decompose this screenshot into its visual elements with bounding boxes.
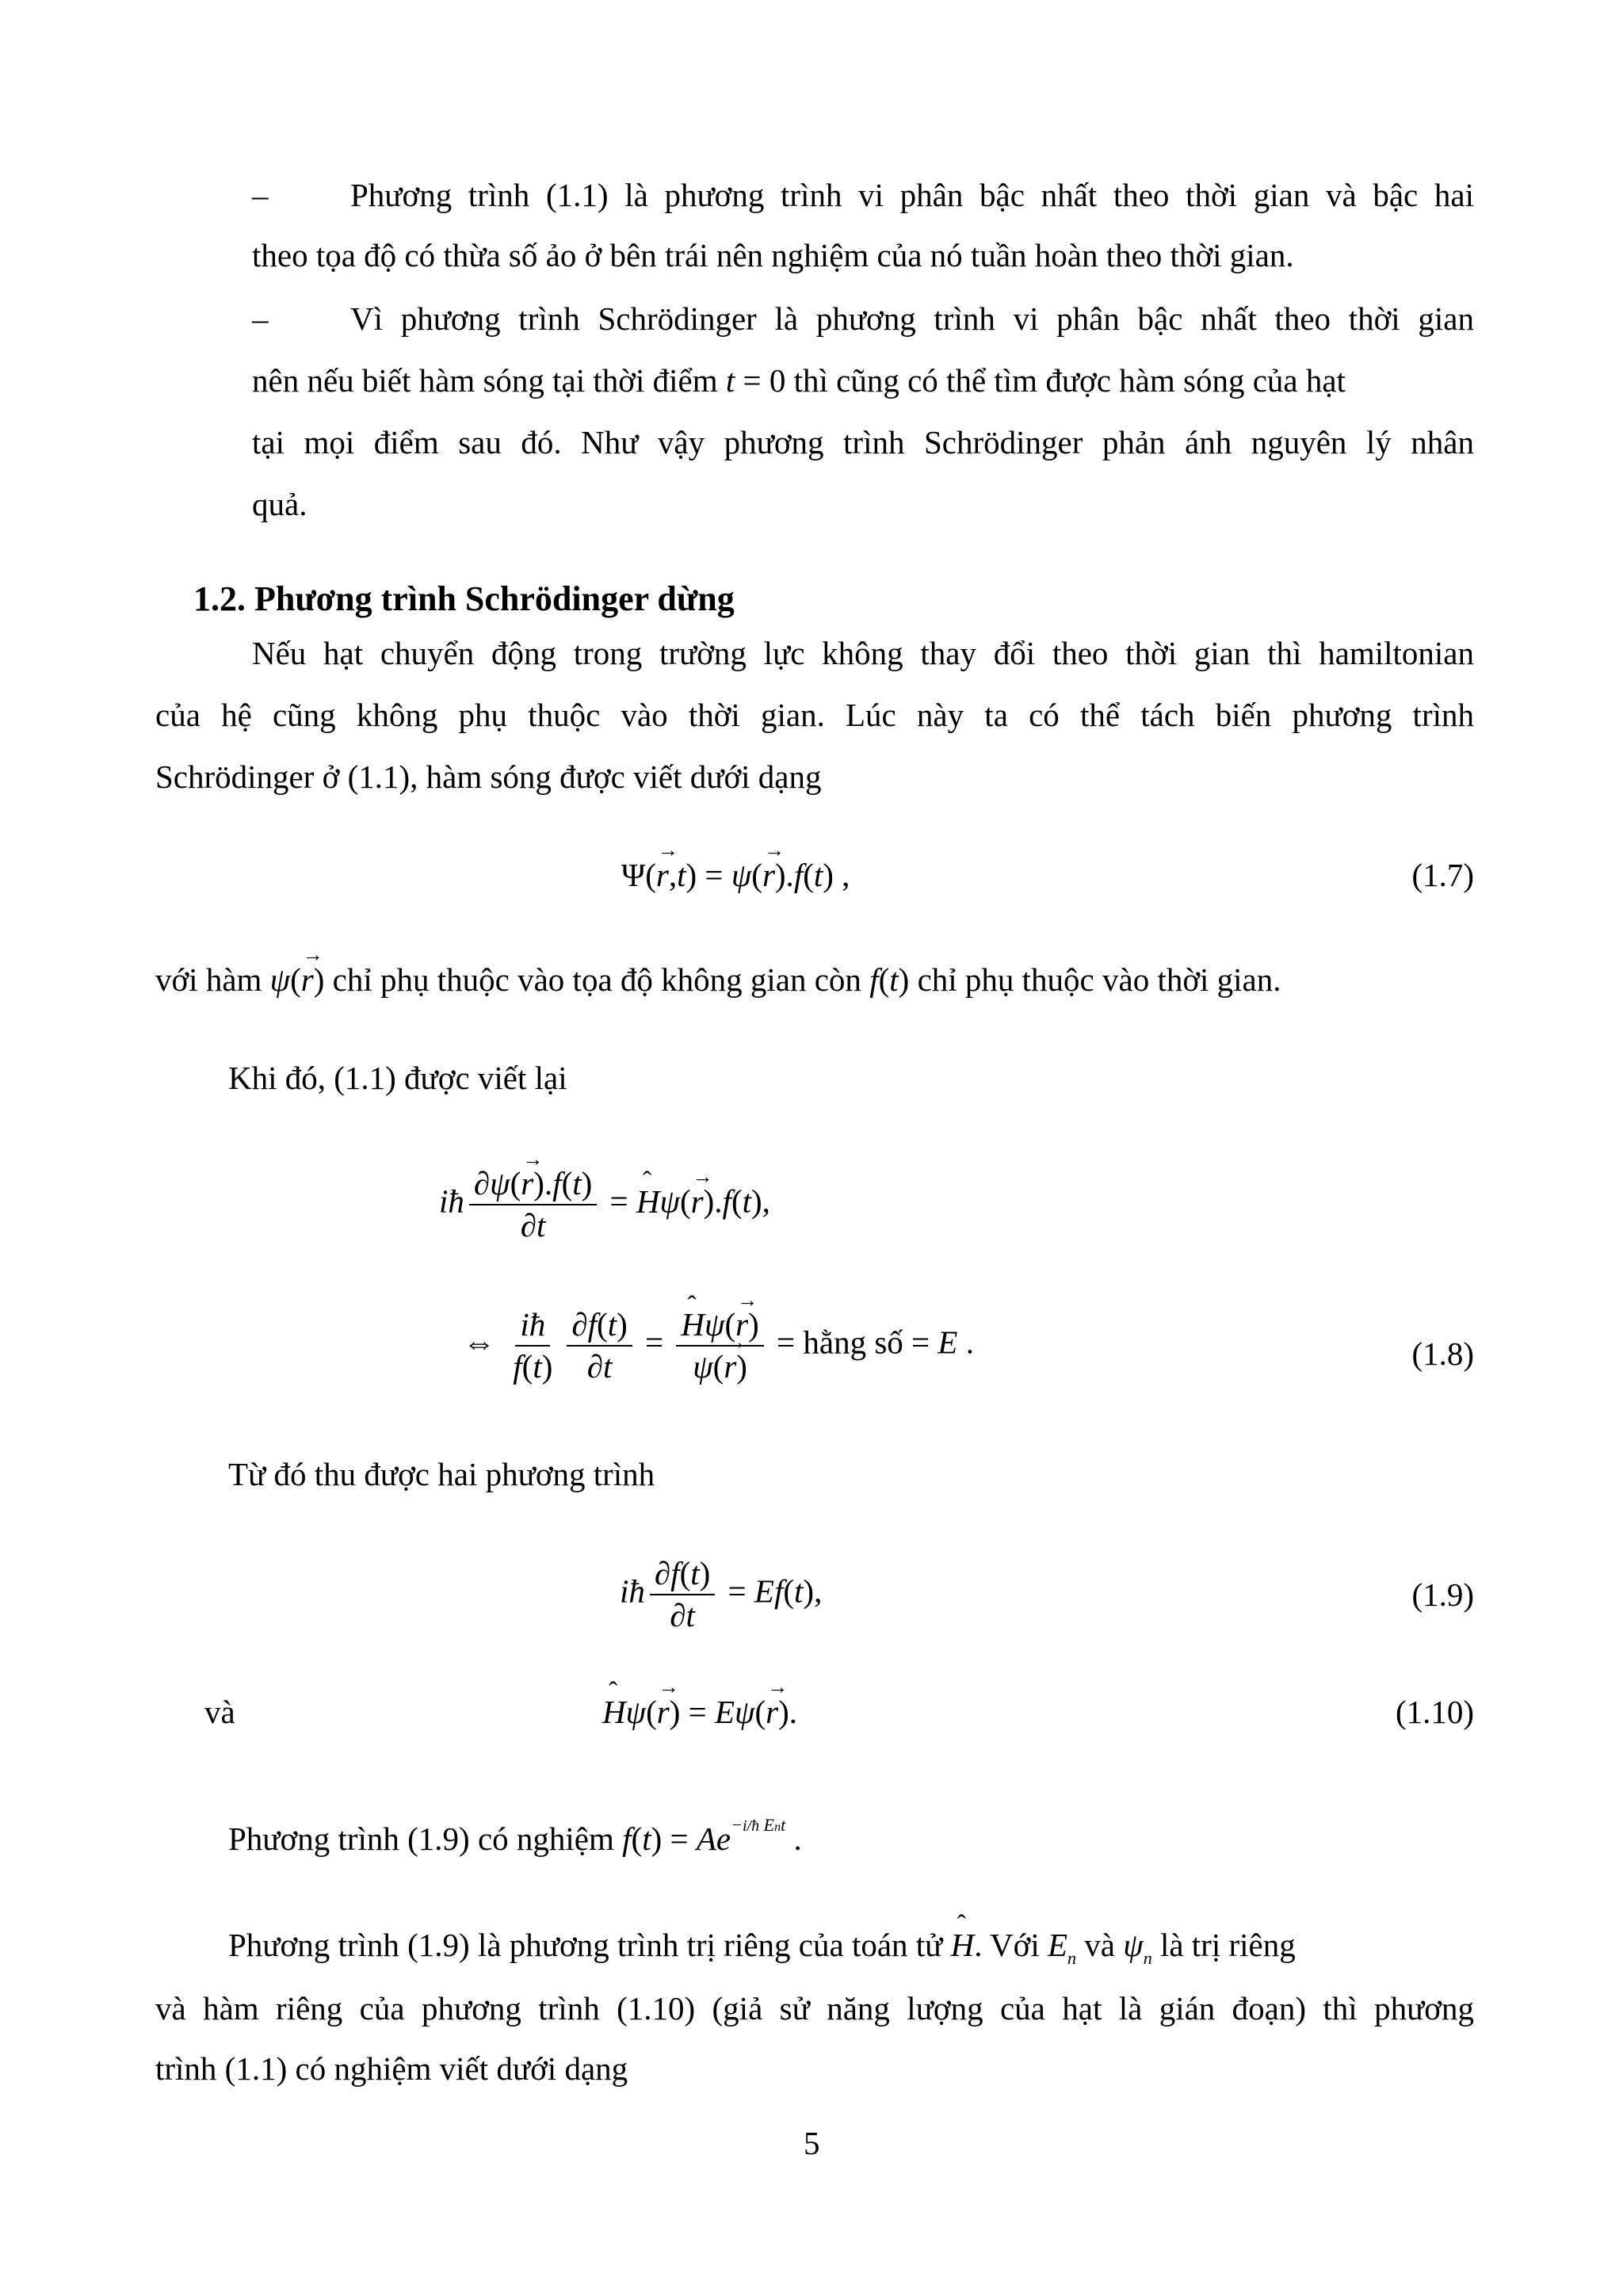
equation-1-10: ˆ Hψ(→ r) = Eψ(→ r). [602, 1693, 797, 1731]
paragraph-line: trình (1.1) có nghiệm viết dưới dạng [155, 2050, 628, 2087]
equation-number: (1.7) [1411, 857, 1474, 893]
equation-1-7: Ψ(→ r,t) = ψ(→ r).f(t) , [621, 856, 850, 894]
equation-number: (1.9) [1411, 1576, 1474, 1613]
paragraph-line: Phương trình (1.9) là phương trình trị riêng của toán tử ˆ H. Với $E_n$ và $\psi_n$ là trị riêng [228, 1926, 1474, 1969]
equation-prefix: và [204, 1694, 235, 1730]
paragraph-line: Phương trình (1.9) có nghiệm $f(t) = Ae^{-i/ħ Ent}$ . [228, 1815, 802, 1857]
paragraph-line: của hệ cũng không phụ thuộc vào thời gian. Lúc này ta có thể tách biến phương trình [155, 697, 1474, 733]
equation-number: (1.10) [1395, 1694, 1474, 1730]
paragraph-line: Khi đó, (1.1) được viết lại [228, 1060, 567, 1096]
paragraph-line: quả. [252, 486, 307, 522]
equation-1-8: ⇔ $\frac{iħ}{f(t)}$ $\frac{\partial f(t)}{\partial t}$ = ˆ $\frac{H\psi(\to r)}{\psi(\to r)}$ = hằng số = E . [463, 1306, 974, 1385]
paragraph-line: Vì phương trình Schrödinger là phương trình vi phân bậc nhất theo thời gian [350, 300, 1474, 337]
equation-1-9: iħ $\frac{\partial f(t)}{\partial t}$ = Ef(t), [620, 1555, 823, 1634]
equation-schrodinger-separated: iħ $\frac{\partial\psi(\to r).f(t)}{\partial t}$ = ˆ Hψ(→ r).f(t), [439, 1165, 770, 1244]
paragraph-line: Từ đó thu được hai phương trình [228, 1456, 655, 1492]
page-number: 5 [804, 2125, 820, 2161]
paragraph-line: tại mọi điểm sau đó. Như vậy phương trình Schrödinger phản ánh nguyên lý nhân [252, 424, 1474, 460]
paragraph-line: Phương trình (1.1) là phương trình vi phân bậc nhất theo thời gian và bậc hai [350, 177, 1474, 213]
constant-label: hằng số [803, 1324, 903, 1361]
paragraph-line: với hàm ψ(→ r) chỉ phụ thuộc vào tọa độ không gian còn f(t) chỉ phụ thuộc vào thời gian. [155, 961, 1281, 999]
text-span: nên nếu biết hàm sóng tại thời điểm t = 0 thì cũng có thể tìm được hàm sóng của hạt [252, 362, 1346, 399]
bullet-dash: – [252, 300, 269, 337]
section-heading: 1.2. Phương trình Schrödinger dừng [193, 579, 735, 618]
equation-number: (1.8) [1411, 1335, 1474, 1372]
paragraph-line: theo tọa độ có thừa số ảo ở bên trái nên nghiệm của nó tuần hoàn theo thời gian. [252, 237, 1294, 273]
paragraph-line [252, 361, 1474, 399]
bullet-dash: – [252, 177, 269, 213]
paragraph-line: Schrödinger ở (1.1), hàm sóng được viết dưới dạng [155, 758, 822, 795]
paragraph-line: và hàm riêng của phương trình (1.10) (giả sử năng lượng của hạt là gián đoạn) thì phương [155, 1990, 1474, 2027]
paragraph-line: Nếu hạt chuyển động trong trường lực không thay đổi theo thời gian thì hamiltonian [252, 635, 1474, 671]
